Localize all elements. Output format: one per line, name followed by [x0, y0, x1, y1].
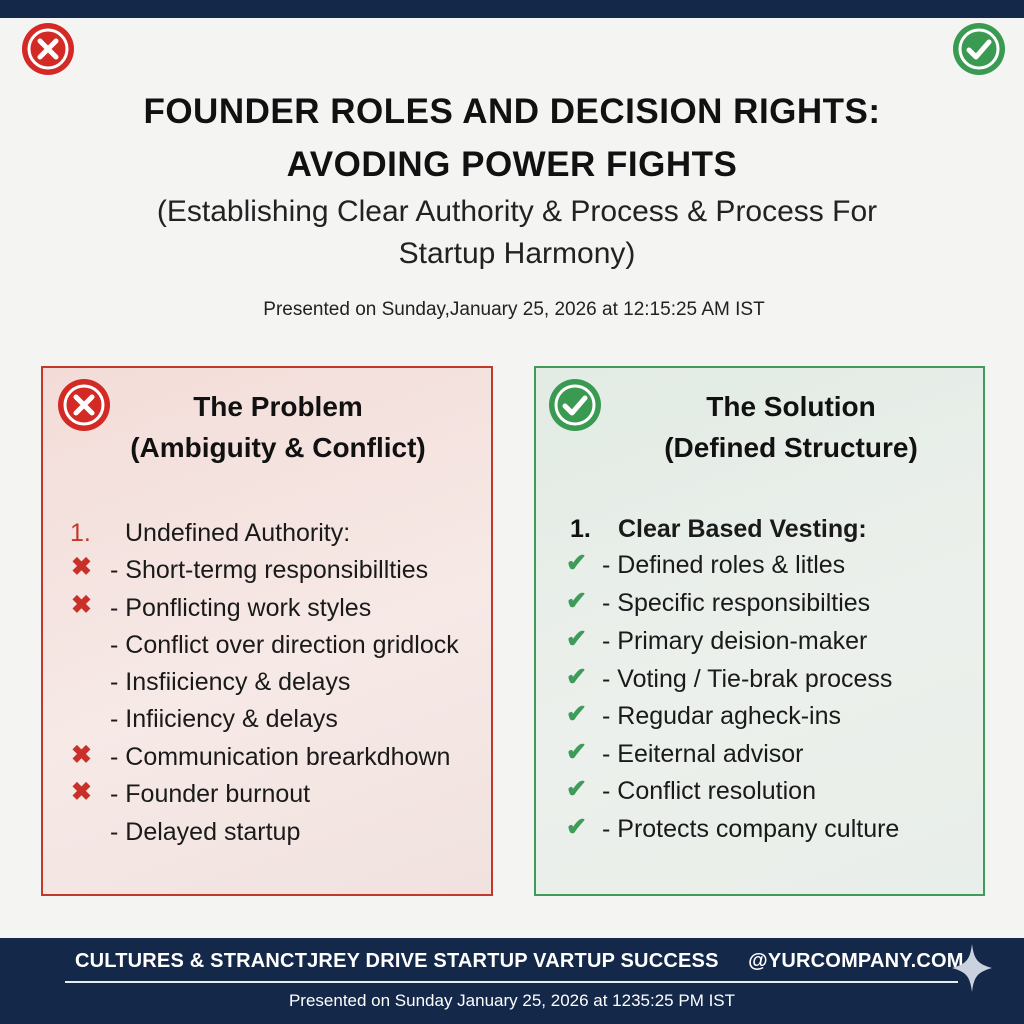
subtitle-line2: Startup Harmony) [398, 237, 636, 270]
problem-item: - Communication brearkdhown [110, 743, 451, 771]
sparkle-icon [950, 942, 994, 994]
footer-slogan [75, 950, 964, 973]
check-icon: ✔ [566, 738, 587, 766]
solution-list-number: 1. [570, 515, 591, 543]
x-icon: ✖ [71, 591, 92, 619]
x-icon: ✖ [71, 778, 92, 806]
problem-item: - Delayed startup [110, 818, 301, 846]
solution-item: - Specific responsibilties [602, 589, 871, 617]
check-circle-icon [952, 22, 1006, 76]
x-icon: ✖ [71, 553, 92, 581]
solution-item: - Eeiternal advisor [602, 740, 804, 768]
solution-heading-line1: The Solution [706, 391, 876, 422]
solution-heading [626, 386, 956, 468]
solution-item: - Regudar agheck-ins [602, 702, 842, 730]
problem-list-title: Undefined Authority: [125, 519, 351, 547]
footer-handle: @YURCOMPANY.COM [748, 950, 964, 972]
solution-item: - Protects company culture [602, 815, 900, 843]
page-title-line1: FOUNDER ROLES AND DECISION RIGHTS: [143, 92, 881, 131]
solution-item: - Primary deision-maker [602, 627, 868, 655]
problem-item: - Short-termg responsibillties [110, 556, 429, 584]
check-icon: ✔ [566, 587, 587, 615]
solution-item: - Voting / Tie-brak process [602, 665, 893, 693]
footer [0, 938, 1024, 1024]
x-circle-icon [21, 22, 75, 76]
page-title-line2: AVODING POWER FIGHTS [286, 145, 738, 184]
problem-list-number: 1. [70, 519, 91, 547]
check-icon: ✔ [566, 625, 587, 653]
check-icon: ✔ [566, 775, 587, 803]
top-bar [0, 0, 1024, 18]
footer-presented-date: Presented on Sunday January 25, 2026 at 1235:25 PM IST [288, 991, 736, 1010]
solution-item: - Defined roles & litles [602, 551, 846, 579]
problem-item: - Conflict over direction gridlock [110, 631, 459, 659]
check-icon: ✔ [566, 700, 587, 728]
solution-heading-line2: (Defined Structure) [664, 432, 918, 463]
problem-panel [41, 366, 493, 896]
check-icon: ✔ [566, 549, 587, 577]
problem-item: - Insfiiciency & delays [110, 668, 351, 696]
solution-panel [534, 366, 985, 896]
check-circle-icon [548, 378, 602, 432]
x-icon: ✖ [71, 741, 92, 769]
footer-slogan-text: CULTURES & STRANCTJREY DRIVE STARTUP VARTUP SUCCESS [75, 950, 719, 972]
footer-divider [65, 981, 958, 983]
problem-item: - Ponflicting work styles [110, 594, 372, 622]
problem-item: - Infiiciency & delays [110, 705, 338, 733]
problem-heading-line2: (Ambiguity & Conflict) [130, 432, 426, 463]
presented-date: Presented on Sunday,January 25, 2026 at 12:15:25 AM IST [263, 299, 765, 320]
problem-heading-line1: The Problem [193, 391, 363, 422]
problem-item: - Founder burnout [110, 780, 311, 808]
subtitle-line1: (Establishing Clear Authority & Process & Process For [156, 195, 878, 228]
problem-heading [103, 386, 453, 468]
check-icon: ✔ [566, 813, 587, 841]
check-icon: ✔ [566, 663, 587, 691]
solution-list-title: Clear Based Vesting: [618, 515, 867, 543]
solution-item: - Conflict resolution [602, 777, 816, 805]
